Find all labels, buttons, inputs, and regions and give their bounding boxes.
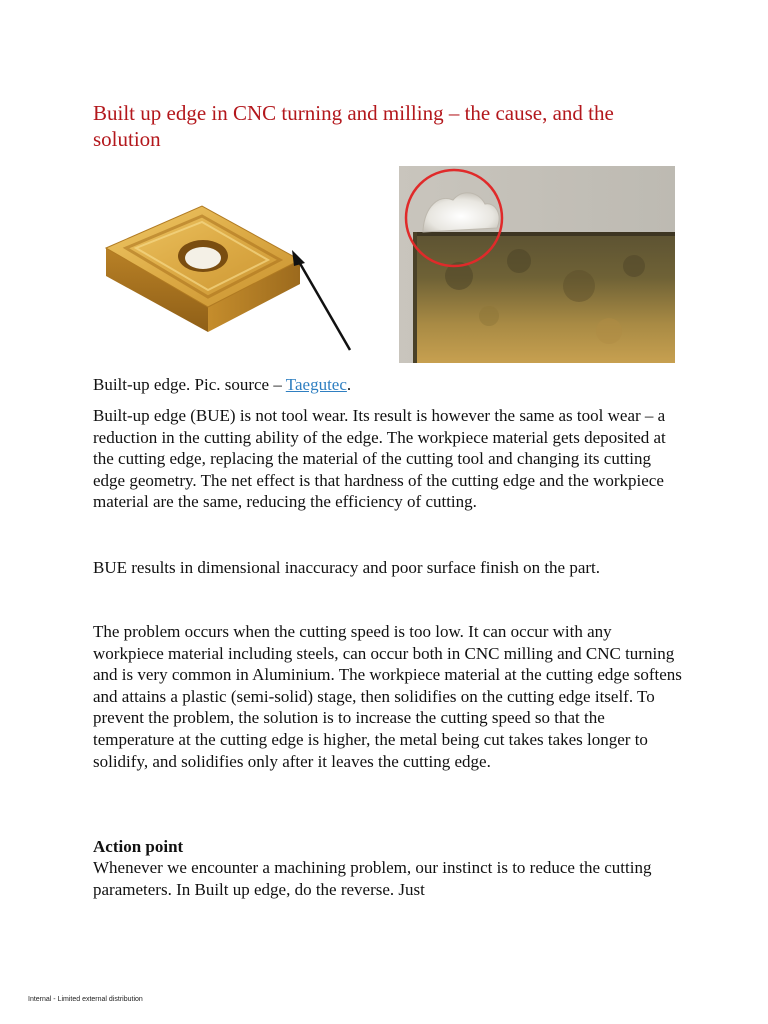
action-point-heading: Action point (93, 837, 184, 856)
paragraph-action-point: Whenever we encounter a machining problem, our instinct is to reduce the cutting parameters. In Built up edge, do the reverse. Just (93, 858, 652, 899)
footer-classification: Internal - Limited external distribution (28, 996, 143, 1003)
built-up-edge-photo (399, 166, 675, 363)
paragraph-bue-definition: Built-up edge (BUE) is not tool wear. Its result is however the same as tool wear – a reduction in the cutting ability of the edge. The workpiece material gets deposited at the cutting edge, replacing the material of the cutting tool and changing its cutting edge geometry. The net effect is that hardness of the cutting edge and the workpiece material are the same, reducing the efficiency of cutting. (93, 406, 666, 512)
bue-tool-photo (399, 166, 675, 363)
caption-text: Built-up edge. Pic. source – (93, 375, 286, 394)
article-title: Built up edge in CNC turning and milling – the cause, and the solution (93, 101, 614, 151)
paragraph-bue-cause: The problem occurs when the cutting speed is too low. It can occur with any workpiece material including steels, can occur both in CNC milling and CNC turning and is very common in Aluminium. The workpiece material at the cutting edge softens and attains a plastic (semi-solid) stage, then solidifies on the cutting edge itself. To prevent the problem, the solution is to increase the cutting speed so that the temperature at the cutting edge is higher, the metal being cut takes takes longer to solidify, and solidifies only after it leaves the cutting edge. (93, 622, 682, 771)
taegutec-link[interactable]: Taegutec (285, 375, 347, 394)
carbide-insert-image (100, 190, 380, 360)
insert-illustration (100, 190, 380, 360)
paragraph-bue-results: BUE results in dimensional inaccuracy and poor surface finish on the part. (93, 558, 601, 577)
figure-caption (93, 374, 351, 396)
caption-suffix: . (346, 375, 352, 394)
